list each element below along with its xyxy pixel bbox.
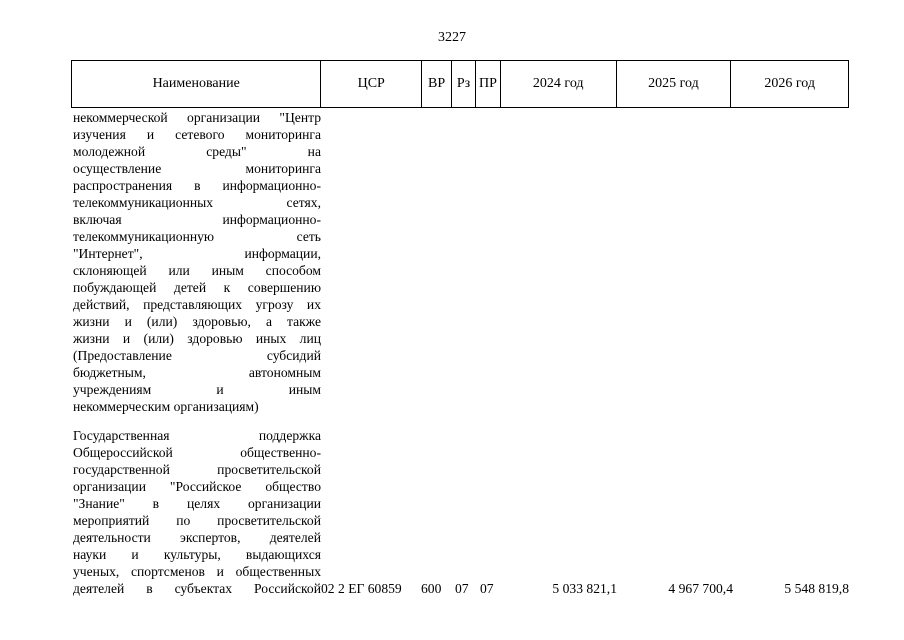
- text-line: государственной просветительской: [73, 462, 321, 477]
- text-line: учреждениям и иным: [73, 382, 321, 397]
- header-name: Наименование: [72, 61, 321, 107]
- header-rz: Рз: [452, 61, 476, 107]
- text-line: организации "Российское общество: [73, 479, 321, 494]
- text-line: включая информационно-: [73, 212, 321, 227]
- text-line: бюджетным, автономным: [73, 365, 321, 380]
- description-block-2: [73, 427, 321, 597]
- text-line: некоммерческой организации "Центр: [73, 110, 321, 125]
- text-line: склоняющей или иным способом: [73, 263, 321, 278]
- row-2026: 5 548 819,8: [784, 581, 849, 596]
- row-rz: 07: [455, 581, 469, 596]
- header-pr: ПР: [476, 61, 501, 107]
- text-line: деятелей в субъектах Российской: [73, 581, 321, 596]
- text-line: телекоммуникационную сеть: [73, 229, 321, 244]
- header-2025: 2025 год: [617, 61, 732, 107]
- row-vr: 600: [421, 581, 442, 596]
- text-line: распространения в информационно-: [73, 178, 321, 193]
- page-number: 3227: [438, 30, 466, 45]
- row-2025: 4 967 700,4: [668, 581, 733, 596]
- text-line: Общероссийской общественно-: [73, 445, 321, 460]
- text-line: телекоммуникационных сетях,: [73, 195, 321, 210]
- row-csr: 02 2 ЕГ 60859: [321, 581, 402, 596]
- text-line: Государственная поддержка: [73, 428, 321, 443]
- text-line: побуждающей детей к совершению: [73, 280, 321, 295]
- text-line: изучения и сетевого мониторинга: [73, 127, 321, 142]
- row-2024: 5 033 821,1: [552, 581, 617, 596]
- text-line: ученых, спортсменов и общественных: [73, 564, 321, 579]
- header-2026: 2026 год: [764, 76, 815, 91]
- text-line: науки и культуры, выдающихся: [73, 547, 321, 562]
- text-line: "Знание" в целях организации: [73, 496, 321, 511]
- table-header: [71, 60, 849, 108]
- text-line: деятельности экспертов, деятелей: [73, 530, 321, 545]
- description-block-1: [73, 109, 321, 415]
- text-line: некоммерческим организациям): [73, 399, 259, 414]
- row-pr: 07: [480, 581, 494, 596]
- text-line: осуществление мониторинга: [73, 161, 321, 176]
- text-line: мероприятий по просветительской: [73, 513, 321, 528]
- header-vr: ВР: [422, 61, 452, 107]
- header-2024: 2024 год: [501, 61, 617, 107]
- text-line: "Интернет", информации,: [73, 246, 321, 261]
- header-csr: ЦСР: [321, 61, 422, 107]
- text-line: (Предоставление субсидий: [73, 348, 321, 363]
- text-line: молодежной среды" на: [73, 144, 321, 159]
- text-line: действий, представляющих угрозу их: [73, 297, 321, 312]
- text-line: жизни и (или) здоровью иных лиц: [73, 331, 321, 346]
- text-line: жизни и (или) здоровью, а также: [73, 314, 321, 329]
